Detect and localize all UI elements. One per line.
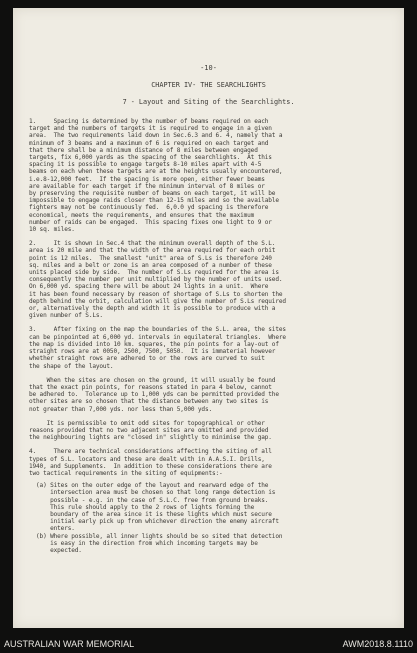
paragraph-2-depth: 2. It is shown in Sec.4 that the minimum overall depth of the S.L. area is 20 mile and that the width of the area required for each orbit point is 12 miles. The smallest "unit" area of S.Ls is therefore 240 sq. miles and a belt or zone is an area composed of a number of these units placed side by side. The number of S.Ls required for the area is consequently the number per unit multiplied by the number of units used. On 6,000 yd. spacing there will be about 24 lights in a unit. Where it has been found necessary by reason of shortage of S.Ls to shorten the depth behind the orbit, calculation will give the number of S.Ls required or, alternatively the depth and width it is possible to produce with a given number of S.Ls. [29, 240, 286, 320]
document-body [29, 118, 389, 561]
paragraph-3-sites: When the sites are chosen on the ground, it will usually be found that the exact pin points, for reasons stated in para 4 below, cannot be adhered to. Tolerance up to 1,000 yds can be permitted provided the other sites are so chosen that the distance between any two sites is not greater than 7,000 yds. nor less than 5,000 yds. [29, 376, 279, 413]
archive-footer [0, 637, 417, 653]
page-number: -10- [200, 64, 217, 72]
paragraph-1-spacing: 1. Spacing is determined by the number of beams required on each target and the numbers of targets it is required to engage in a given area. The two requirements laid down in Sec.6.3 and 6. 4, namely that a minimum of 3 beams and a maximum of 6 is required on each target and that there shall be a minimum distance of 8 miles between engaged targets, fix 6,000 yards as the spacing of the searchlights. At this spacing it is possible to engage targets 8-10 miles apart with 4-5 beams on each when these targets are at the heights usually encountered, i.e.8-12,000 feet. If the spacing is more open, either fewer beams are available for each target if the minimum interval of 8 miles or by preserving the requisite number of beams on each target, it will be impossible to engage raids closer than 12-15 miles and so the available fighters may not be continuously fed. 6,0.0 yd spacing is therefore economical, meets the requirements, and ensures that the maximum number of raids can be engaged. This spacing fixes one light to 9 or 10 sq. miles. [29, 118, 283, 234]
chapter-heading: CHAPTER IV- THE SEARCHLIGHTS [151, 81, 266, 89]
footer-reference: AWM2018.8.1110 [342, 639, 413, 649]
paragraph-4a: (a) Sites on the outer edge of the layout and rearward edge of the intersection area must be chosen so that long range detection is possible - e.g. in the case of S.L.C. free from ground breaks. This rule should apply to the 2 rows of lights forming the boundary of the area since it is these lights which must secure initial early pick up from whichever direction the enemy aircraft enters. [36, 482, 279, 533]
paragraph-4b: (b) Where possible, all inner lights should be so sited that detection is easy in the direction from which incoming targets may be expected. [36, 532, 283, 554]
footer-source: AUSTRALIAN WAR MEMORIAL [4, 639, 135, 649]
paragraph-3-omit: It is permissible to omit odd sites for topographical or other reasons provided that no two adjacent sites are omitted and provided the neighbouring lights are "closed in" slightly to minimise the gap. [29, 419, 272, 442]
document-page [13, 8, 404, 628]
section-heading: 7 - Layout and Siting of the Searchlights. [122, 98, 295, 106]
paragraph-4-technical: 4. There are technical considerations affecting the siting of all types of S.L. locators and these are dealt with in A.A.S.I. Drills, 1940, and Supplements. In addition to these considerations there are two tactical requirements in the siting of equipments:- [29, 448, 272, 477]
paragraph-3-boundaries: 3. After fixing on the map the boundaries of the S.L. area, the sites can be pinpointed at 6,000 yd. intervals in equilateral triangles. Where the map is divided into 10 km. squares, the pin points for a lay-out of straight rows are at 0050, 2500, 7500, 5050. It is immaterial however whether straight rows are adhered to or the rows are curved to suit the shape of the layout. [29, 326, 286, 370]
